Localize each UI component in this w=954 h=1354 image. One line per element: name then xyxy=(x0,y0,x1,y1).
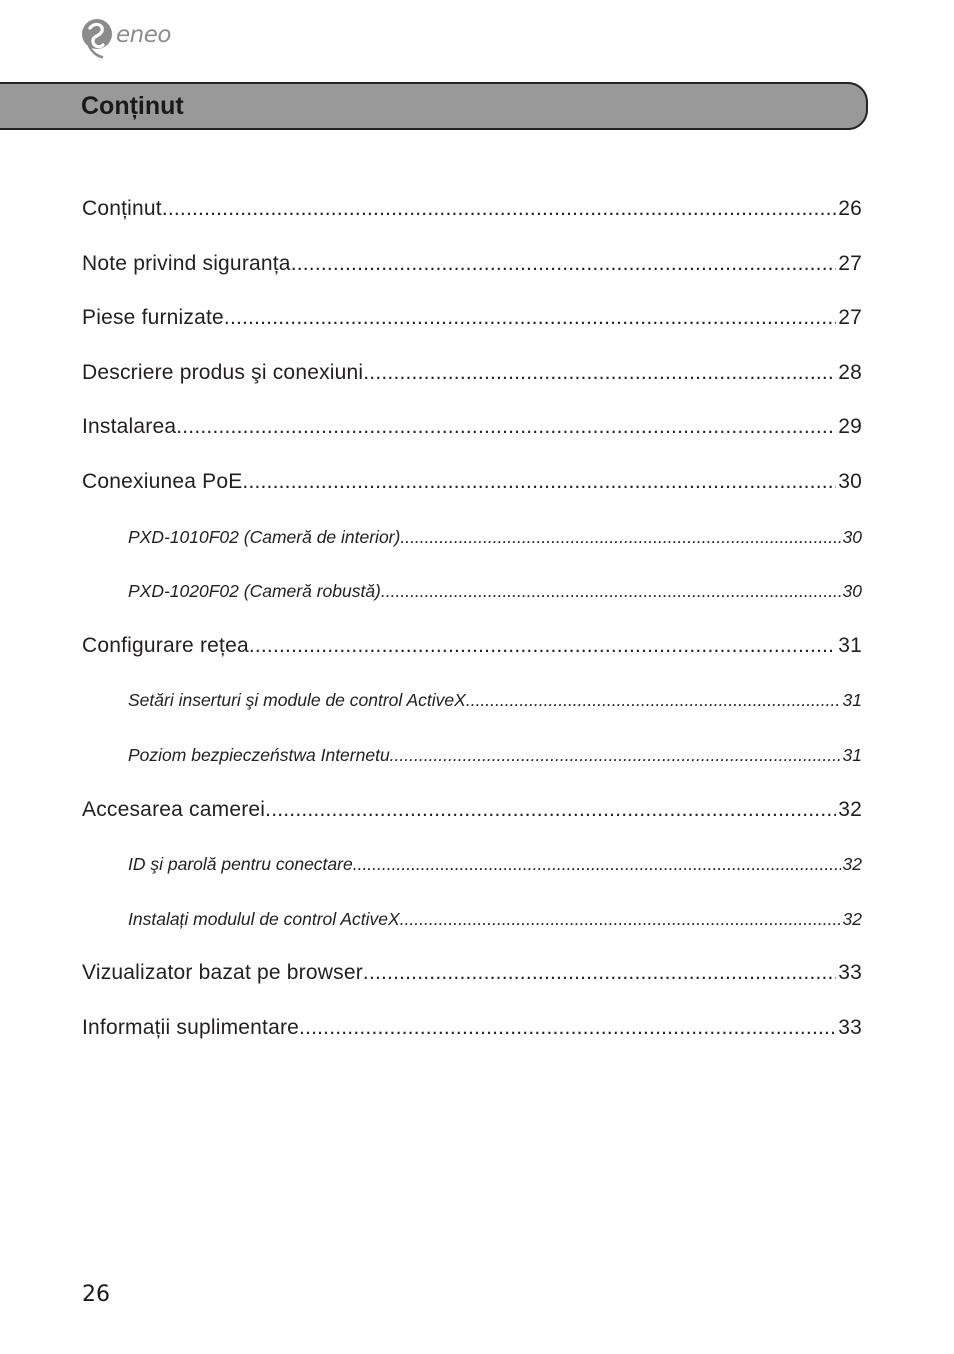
toc-subentry[interactable] xyxy=(82,518,862,573)
toc-leader-dots xyxy=(466,681,841,719)
toc-leader-dots xyxy=(249,627,836,665)
toc-entry-label: Accesarea camerei xyxy=(82,797,266,821)
toc-entry-label: Poziom bezpieczeństwa Internetu xyxy=(128,744,390,765)
toc-entry-label: Setări inserturi şi module de control ActiveX xyxy=(128,690,466,711)
toc-entry-page: 30 xyxy=(838,469,862,493)
toc-leader-dots xyxy=(299,1009,836,1047)
toc-entry-page: 32 xyxy=(838,797,862,821)
toc-leader-dots xyxy=(400,900,841,938)
eneo-logo xyxy=(80,16,190,60)
toc-entry[interactable] xyxy=(82,954,862,1009)
toc-entry-label: ID şi parolă pentru conectare xyxy=(128,854,353,875)
table-of-contents xyxy=(82,190,862,1064)
toc-entry-label: Instalați modulul de control ActiveX xyxy=(128,908,400,929)
toc-leader-dots xyxy=(353,845,841,883)
toc-entry-label: PXD-1020F02 (Cameră robustă) xyxy=(128,581,381,602)
toc-subentry[interactable] xyxy=(82,681,862,736)
toc-leader-dots xyxy=(242,463,836,501)
toc-leader-dots xyxy=(176,408,836,446)
toc-entry[interactable] xyxy=(82,791,862,846)
section-title: Conținut xyxy=(81,92,184,120)
toc-entry-label: PXD-1010F02 (Cameră de interior) xyxy=(128,526,401,547)
toc-leader-dots xyxy=(291,245,837,283)
toc-entry-label: Piese furnizate xyxy=(82,306,224,330)
toc-entry-label: Instalarea xyxy=(82,415,177,439)
toc-entry[interactable] xyxy=(82,627,862,682)
toc-entry-page: 31 xyxy=(842,744,862,765)
brand-wordmark: eneo xyxy=(116,22,171,48)
toc-subentry[interactable] xyxy=(82,900,862,955)
toc-entry-page: 32 xyxy=(842,854,862,875)
toc-entry[interactable] xyxy=(82,190,862,245)
toc-entry[interactable] xyxy=(82,354,862,409)
page-number: 26 xyxy=(82,1282,110,1307)
toc-leader-dots xyxy=(162,190,836,228)
toc-entry-page: 30 xyxy=(842,526,862,547)
toc-entry-page: 31 xyxy=(838,633,862,657)
toc-subentry[interactable] xyxy=(82,845,862,900)
toc-entry-page: 27 xyxy=(838,306,862,330)
eneo-logo-mark xyxy=(80,16,116,60)
toc-entry-page: 31 xyxy=(842,690,862,711)
toc-entry[interactable] xyxy=(82,299,862,354)
toc-leader-dots xyxy=(363,354,836,392)
toc-entry-label: Note privind siguranța xyxy=(82,251,291,275)
toc-entry-label: Informații suplimentare xyxy=(82,1015,300,1039)
toc-entry-page: 30 xyxy=(842,581,862,602)
toc-entry-page: 26 xyxy=(838,197,862,220)
toc-leader-dots xyxy=(390,736,841,774)
toc-entry[interactable] xyxy=(82,1009,862,1064)
toc-leader-dots xyxy=(381,572,841,610)
toc-leader-dots xyxy=(400,518,840,556)
toc-leader-dots xyxy=(224,299,836,337)
toc-entry-label: Conexiunea PoE xyxy=(82,469,243,493)
toc-entry-label: Vizualizator bazat pe browser xyxy=(82,961,363,985)
toc-subentry[interactable] xyxy=(82,572,862,627)
toc-entry-label: Descriere produs şi conexiuni xyxy=(82,360,364,384)
toc-entry-label: Configurare rețea xyxy=(82,633,249,657)
toc-entry[interactable] xyxy=(82,245,862,300)
toc-entry-page: 28 xyxy=(838,360,862,384)
toc-entry-page: 27 xyxy=(838,251,862,275)
toc-subentry[interactable] xyxy=(82,736,862,791)
toc-entry-page: 29 xyxy=(838,415,862,439)
toc-entry[interactable] xyxy=(82,408,862,463)
toc-entry-page: 33 xyxy=(838,1015,862,1039)
toc-leader-dots xyxy=(265,791,836,829)
toc-leader-dots xyxy=(363,954,836,992)
toc-entry[interactable] xyxy=(82,463,862,518)
toc-entry-label: Conținut xyxy=(82,197,162,220)
toc-entry-page: 33 xyxy=(838,961,862,985)
toc-entry-page: 32 xyxy=(842,908,862,929)
